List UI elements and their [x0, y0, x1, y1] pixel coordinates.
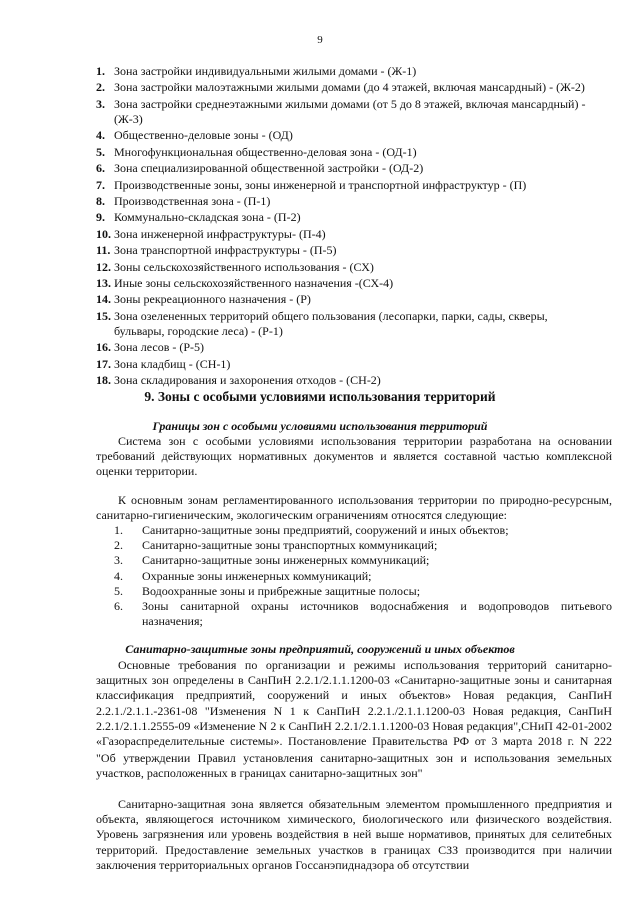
list-item-text: Санитарно-защитные зоны инженерных коммуникаций;: [142, 553, 430, 568]
list-item-number: 13.: [96, 275, 111, 290]
list-item: [96, 340, 596, 355]
list-item-text: Зоны санитарной охраны источников водоснабжения и водопроводов питьевого назначения;: [142, 599, 612, 629]
list-item: [114, 599, 612, 629]
subheading-sanitary-zones: Санитарно-защитные зоны предприятий, сооружений и иных объектов: [125, 642, 515, 656]
list-item-text: Зоны рекреационного назначения - (Р): [114, 292, 311, 307]
list-item: [114, 584, 612, 599]
list-item-number: 15.: [96, 308, 111, 323]
list-item-text: Зона застройки среднеэтажными жилыми домами (от 5 до 8 этажей, включая мансардный) - (Ж-3): [114, 96, 586, 126]
list-item-number: 2.: [96, 80, 105, 95]
list-item-text: Санитарно-защитные зоны транспортных коммуникаций;: [142, 538, 438, 553]
restriction-list: [114, 523, 612, 629]
list-item-number: 7.: [96, 177, 105, 192]
paragraph-system-description: Система зон с особыми условиями использования территории разработана на основании требований действующих нормативных документов и является составной частью комплексной оценки территории.: [96, 434, 612, 479]
list-item: [96, 128, 596, 143]
list-item: [114, 553, 612, 568]
list-item: [114, 569, 612, 584]
list-item: [114, 523, 612, 538]
list-item-number: 5.: [96, 144, 105, 159]
list-item-number: 11.: [96, 243, 111, 258]
list-item-number: 2.: [114, 538, 123, 553]
zone-list: [96, 64, 596, 389]
list-item-text: Коммунально-складская зона - (П-2): [114, 210, 301, 225]
list-item-number: 8.: [96, 193, 105, 208]
list-item-text: Многофункциональная общественно-деловая зона - (ОД-1): [114, 144, 417, 159]
paragraph-restriction-intro: К основным зонам регламентированного использования территории по природно-ресурсным, санитарно-гигиеническим, экологическим ограничениям относятся следующие:: [96, 493, 612, 523]
section-title: 9. Зоны с особыми условиями использования территорий: [144, 389, 496, 404]
list-item: [96, 292, 596, 307]
list-item: [96, 178, 596, 193]
list-item-text: Зона инженерной инфраструктуры- (П-4): [114, 226, 326, 241]
list-item: [96, 145, 596, 160]
list-item-number: 1.: [114, 523, 123, 537]
list-item-number: 4.: [114, 568, 123, 583]
paragraph-regulations: Основные требования по организации и режимы использования территорий санитарно-защитных зон определены в СанПиН 2.2.1/2.1.1.1200-03 «Санитарно-защитные зоны и санитарная классификация предприятий, сооружений и иных объектов» Новая редакция, СанПиН 2.2.1./2.1.1.-2361-08 "Изменения N 1 к СанПиН 2.2.1./2.1.1.1200-03 Новая редакция, СанПиН 2.2.1/2.1.1.2555-09 «Изменение N 2 к СанПиН 2.2.1/2.1.1.1200-03 Новая редакция",СНиП 42-01-2002 «Газораспределительные системы». Постановление Правительства РФ от 3 марта 2018 г. N 222: [96, 658, 612, 749]
list-item: [114, 538, 612, 553]
list-item-number: 18.: [96, 373, 111, 388]
list-item-text: Общественно-деловые зоны - (ОД): [114, 128, 293, 143]
list-item-number: 6.: [96, 161, 105, 176]
list-item-number: 6.: [114, 599, 123, 614]
list-item-text: Зона транспортной инфраструктуры - (П-5): [114, 243, 337, 258]
list-item-number: 17.: [96, 356, 111, 371]
list-item-text: Зона кладбищ - (СН-1): [114, 356, 231, 371]
list-item: [96, 210, 596, 225]
list-item: [96, 260, 596, 275]
list-item-text: Зона складирования и захоронения отходов - (СН-2): [114, 373, 381, 388]
list-item: [96, 80, 596, 95]
list-item-number: 12.: [96, 259, 111, 274]
list-item-number: 14.: [96, 292, 111, 307]
list-item: [96, 194, 596, 209]
list-item: [96, 97, 596, 127]
list-item-number: 3.: [96, 96, 105, 111]
list-item-number: 4.: [96, 128, 105, 143]
list-item-text: Производственные зоны, зоны инженерной и транспортной инфраструктур - (П): [114, 177, 527, 192]
list-item-text: Зона лесов - (Р-5): [114, 340, 205, 355]
list-item-number: 10.: [96, 226, 111, 241]
list-item: [96, 309, 596, 339]
list-item-text: Зона озелененных территорий общего пользования (лесопарки, парки, сады, скверы, бульвары, городские леса) - (Р-1): [114, 308, 548, 338]
list-item-number: 1.: [96, 64, 105, 78]
list-item-number: 16.: [96, 340, 111, 355]
list-item: [96, 243, 596, 258]
list-item: [96, 161, 596, 176]
list-item-text: Зоны сельскохозяйственного использования - (СХ): [114, 259, 374, 274]
list-item-text: Зона специализированной общественной застройки - (ОД-2): [114, 161, 424, 176]
list-item: [96, 64, 596, 79]
list-item-text: Производственная зона - (П-1): [114, 193, 271, 208]
list-item-number: 3.: [114, 553, 123, 568]
list-item-text: Водоохранные зоны и прибрежные защитные полосы;: [142, 583, 421, 598]
list-item-text: Зона застройки индивидуальными жилыми домами - (Ж-1): [114, 64, 417, 78]
list-item: [96, 373, 596, 388]
list-item-number: 9.: [96, 210, 105, 225]
list-item-text: Санитарно-защитные зоны предприятий, сооружений и иных объектов;: [142, 523, 509, 537]
page-number: 9: [317, 34, 323, 46]
list-item: [96, 357, 596, 372]
list-item-text: Зона застройки малоэтажными жилыми домами (до 4 этажей, включая мансардный) - (Ж-2): [114, 80, 585, 95]
paragraph-regulations-tail: "Об утверждении Правил установления санитарно-защитных зон и использования земельных участков, расположенных в границах санитарно-защитных зон": [96, 751, 612, 781]
list-item-number: 5.: [114, 583, 123, 598]
paragraph-sanitary-zone-definition: Санитарно-защитная зона является обязательным элементом промышленного предприятия и объекта, являющегося источником химического, биологического или физического воздействия. Уровень загрязнения или уровень воздействия в ней выше нормативов, принятых для селитебных территорий. Предоставление земельных участков в границах СЗЗ производится при наличии заключения территориальных органов Госсанэпиднадзора об отсутствии: [96, 797, 612, 872]
list-item-text: Иные зоны сельскохозяйственного назначения -(СХ-4): [114, 275, 394, 290]
subheading-zone-boundaries: Границы зон с особыми условиями использования территорий: [152, 419, 488, 433]
list-item: [96, 276, 596, 291]
list-item-text: Охранные зоны инженерных коммуникаций;: [142, 568, 372, 583]
list-item: [96, 227, 596, 242]
